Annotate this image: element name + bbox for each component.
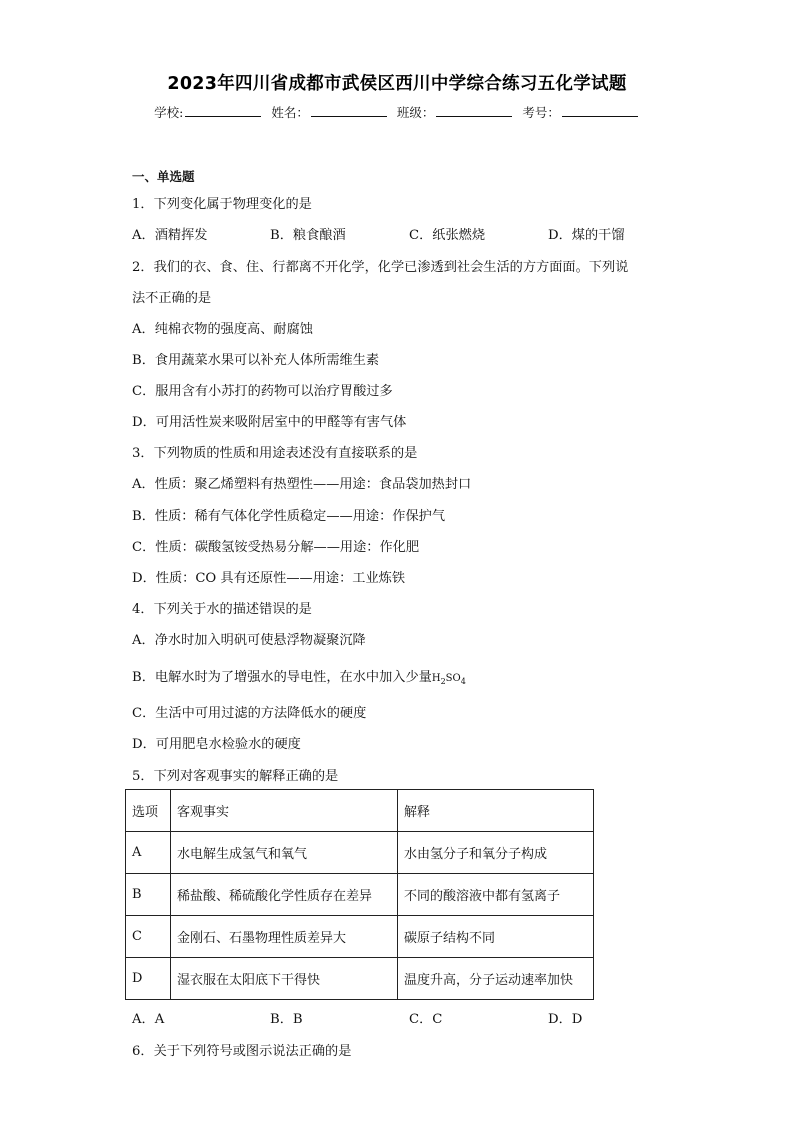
- question-6-stem: 6．关于下列符号或图示说法正确的是: [132, 1044, 352, 1059]
- table-cell: B: [126, 874, 171, 916]
- table-cell: 金刚石、石墨物理性质差异大: [171, 916, 398, 958]
- q4-option-d[interactable]: D．可用肥皂水检验水的硬度: [132, 737, 301, 752]
- question-2-stem-cont: 法不正确的是: [132, 291, 212, 306]
- q4-option-b-text: B．电解水时为了增强水的导电性，在水中加入少量: [132, 670, 432, 685]
- formula-h: H: [431, 673, 441, 684]
- formula-sub-4: 4: [460, 677, 466, 686]
- question-5-stem: 5．下列对客观事实的解释正确的是: [132, 769, 339, 784]
- exam-number-blank[interactable]: [562, 104, 638, 117]
- table-cell: 水由氢分子和氧分子构成: [398, 832, 594, 874]
- name-label: 姓名：: [271, 105, 309, 120]
- table-header-cell: 解释: [398, 790, 594, 832]
- table-cell: 水电解生成氢气和氧气: [171, 832, 398, 874]
- question-1-stem: 1．下列变化属于物理变化的是: [132, 197, 312, 212]
- formula-sub-2: 2: [440, 677, 446, 686]
- table-cell: 温度升高，分子运动速率加快: [398, 958, 594, 1000]
- table-header-cell: 选项: [126, 790, 171, 832]
- q4-option-a[interactable]: A．净水时加入明矾可使悬浮物凝聚沉降: [132, 633, 366, 648]
- q5-option-b[interactable]: B．B: [270, 1012, 303, 1027]
- q4-option-b[interactable]: [132, 666, 466, 686]
- q5-table: [125, 789, 594, 1000]
- q1-option-d[interactable]: D．煤的干馏: [548, 228, 625, 243]
- table-row: [126, 958, 594, 1000]
- q2-option-a[interactable]: A．纯棉衣物的强度高、耐腐蚀: [132, 322, 313, 337]
- q2-option-b[interactable]: B．食用蔬菜水果可以补充人体所需维生素: [132, 353, 380, 368]
- question-3-stem: 3．下列物质的性质和用途表述没有直接联系的是: [132, 446, 418, 461]
- name-blank[interactable]: [311, 104, 387, 117]
- table-cell: 碳原子结构不同: [398, 916, 594, 958]
- q5-option-d[interactable]: D．D: [548, 1012, 583, 1027]
- exam-number-label: 考号：: [522, 105, 560, 120]
- table-cell: A: [126, 832, 171, 874]
- q1-option-c[interactable]: C．纸张燃烧: [409, 228, 486, 243]
- student-info-row: [0, 103, 794, 121]
- page-title: 2023年四川省成都市武侯区西川中学综合练习五化学试题: [167, 74, 627, 94]
- q3-option-d[interactable]: D．性质：CO 具有还原性——用途：工业炼铁: [132, 571, 406, 586]
- school-label: 学校:: [154, 105, 184, 120]
- q1-option-a[interactable]: A．酒精挥发: [132, 228, 208, 243]
- table-row: [126, 832, 594, 874]
- q4-option-c[interactable]: C．生活中可用过滤的方法降低水的硬度: [132, 706, 367, 721]
- question-4-stem: 4．下列关于水的描述错误的是: [132, 602, 312, 617]
- table-row: [126, 874, 594, 916]
- table-header-cell: 客观事实: [171, 790, 398, 832]
- q3-option-b[interactable]: B．性质：稀有气体化学性质稳定——用途：作保护气: [132, 509, 446, 524]
- section-heading: 一、单选题: [132, 169, 195, 184]
- q5-option-c[interactable]: C．C: [409, 1012, 443, 1027]
- table-cell: D: [126, 958, 171, 1000]
- table-cell: 不同的酸溶液中都有氢离子: [398, 874, 594, 916]
- class-label: 班级：: [396, 105, 435, 120]
- table-cell: 湿衣服在太阳底下干得快: [171, 958, 398, 1000]
- q1-option-b[interactable]: B．粮食酿酒: [270, 228, 346, 243]
- school-blank[interactable]: [185, 104, 261, 117]
- table-cell: C: [126, 916, 171, 958]
- q3-option-a[interactable]: A．性质：聚乙烯塑料有热塑性——用途：食品袋加热封口: [132, 477, 472, 492]
- q5-option-a[interactable]: A．A: [132, 1012, 165, 1027]
- table-cell: 稀盐酸、稀硫酸化学性质存在差异: [171, 874, 398, 916]
- q2-option-d[interactable]: D．可用活性炭来吸附居室中的甲醛等有害气体: [132, 415, 407, 430]
- class-blank[interactable]: [436, 104, 512, 117]
- table-row: [126, 916, 594, 958]
- q3-option-c[interactable]: C．性质：碳酸氢铵受热易分解——用途：作化肥: [132, 540, 420, 555]
- q2-option-c[interactable]: C．服用含有小苏打的药物可以治疗胃酸过多: [132, 384, 393, 399]
- table-header-row: [126, 790, 594, 832]
- question-2-stem: 2．我们的衣、食、住、行都离不开化学，化学已渗透到社会生活的方方面面。下列说: [132, 260, 629, 275]
- formula-so: SO: [445, 673, 461, 684]
